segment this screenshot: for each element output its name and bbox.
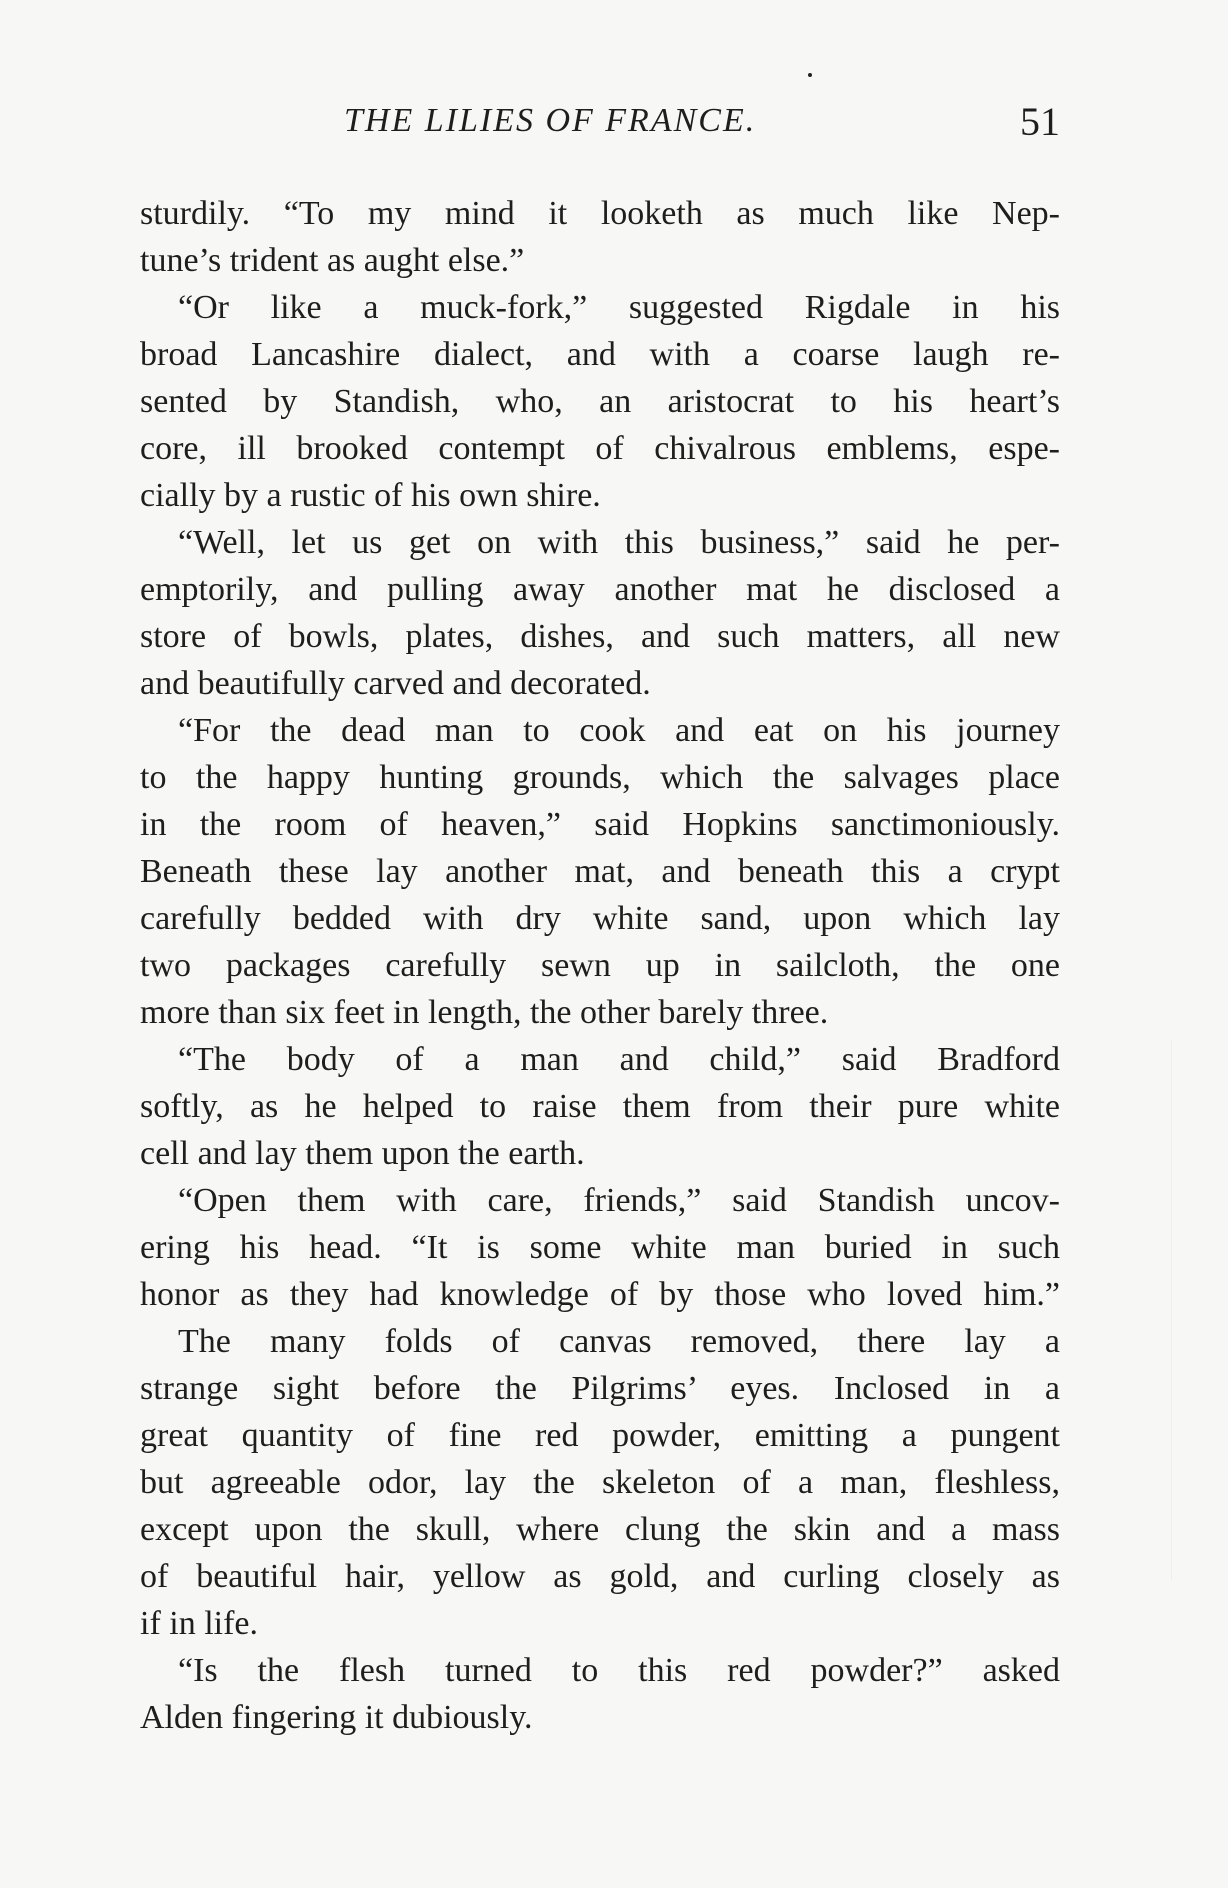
text-line: honor as they had knowledge of by those who loved him.” <box>140 1276 1060 1313</box>
text-line: and beautifully carved and decorated. <box>140 665 651 702</box>
text-line: cially by a rustic of his own shire. <box>140 477 601 514</box>
text-line: great quantity of fine red powder, emitting a pungent <box>140 1417 1060 1454</box>
text-line: strange sight before the Pilgrims’ eyes. Inclosed in a <box>140 1370 1060 1407</box>
text-line: ering his head. “It is some white man buried in such <box>140 1229 1060 1266</box>
text-line: of beautiful hair, yellow as gold, and curling closely as <box>140 1558 1060 1595</box>
text-line: “Or like a muck-fork,” suggested Rigdale in his <box>178 289 1060 326</box>
text-line: “For the dead man to cook and eat on his journey <box>178 712 1060 749</box>
text-line: to the happy hunting grounds, which the salvages place <box>140 759 1060 796</box>
text-line: broad Lancashire dialect, and with a coarse laugh re- <box>140 336 1060 373</box>
body-text <box>140 190 1060 1741</box>
text-line: store of bowls, plates, dishes, and such matters, all new <box>140 618 1060 655</box>
text-line: softly, as he helped to raise them from their pure white <box>140 1088 1060 1125</box>
text-line: “Well, let us get on with this business,” said he per- <box>178 524 1060 561</box>
page-edge-shadow <box>1171 1040 1172 1580</box>
text-line: Beneath these lay another mat, and beneath this a crypt <box>140 853 1060 890</box>
text-line: in the room of heaven,” said Hopkins sanctimoniously. <box>140 806 1060 843</box>
text-line: except upon the skull, where clung the skin and a mass <box>140 1511 1060 1548</box>
text-line: sturdily. “To my mind it looketh as much like Nep- <box>140 195 1060 232</box>
page-number: 51 <box>1020 99 1060 144</box>
text-line: cell and lay them upon the earth. <box>140 1135 585 1172</box>
text-line: “Is the flesh turned to this red powder?” asked <box>178 1652 1060 1689</box>
text-line: more than six feet in length, the other barely three. <box>140 994 829 1031</box>
text-line: two packages carefully sewn up in sailcloth, the one <box>140 947 1060 984</box>
running-title: THE LILIES OF FRANCE. <box>344 102 757 139</box>
text-line: carefully bedded with dry white sand, upon which lay <box>140 900 1060 937</box>
print-mark <box>808 73 812 77</box>
text-line: emptorily, and pulling away another mat he disclosed a <box>140 571 1060 608</box>
text-line: sented by Standish, who, an aristocrat to his heart’s <box>140 383 1060 420</box>
text-line: “Open them with care, friends,” said Standish uncov- <box>178 1182 1060 1219</box>
text-line: “The body of a man and child,” said Bradford <box>178 1041 1060 1078</box>
text-line: The many folds of canvas removed, there lay a <box>178 1323 1060 1360</box>
text-line: tune’s trident as aught else.” <box>140 242 525 279</box>
text-line: core, ill brooked contempt of chivalrous emblems, espe- <box>140 430 1060 467</box>
page-header <box>140 99 1060 150</box>
text-line: Alden fingering it dubiously. <box>140 1699 533 1736</box>
text-line: but agreeable odor, lay the skeleton of a man, fleshless, <box>140 1464 1060 1501</box>
text-line: if in life. <box>140 1605 259 1642</box>
